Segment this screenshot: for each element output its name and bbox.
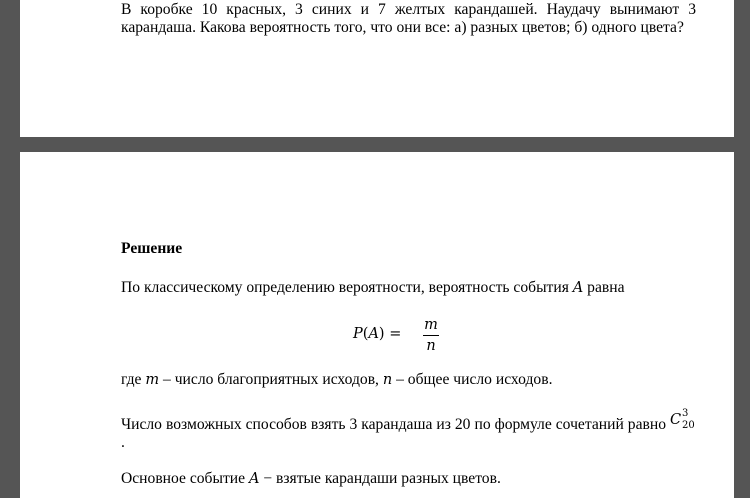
task-statement: В коробке 10 красных, 3 синих и 7 желтых карандашей. Наудачу вынимают 3 карандаша. Какова вероятность того, что они все: а) разных цветов; б) одного цвета? — [121, 1, 696, 36]
combination-n: 20 — [682, 420, 695, 431]
paragraph-combinations-end: . — [121, 434, 125, 451]
paragraph-variables — [121, 371, 696, 389]
formula-open-paren: ( — [362, 326, 369, 342]
paragraph-combinations-text: Число возможных способов взять 3 карандаша из 20 по формуле сочетаний равно — [121, 416, 670, 433]
fraction-numerator: m — [424, 317, 438, 333]
var-n: n — [382, 372, 393, 388]
paragraph-definition-end: равна — [583, 279, 625, 296]
page-2 — [20, 152, 734, 498]
var-m: m — [145, 372, 160, 388]
formula-var: A — [368, 326, 379, 342]
event-variable: A — [572, 280, 584, 296]
formula-lhs — [353, 326, 401, 343]
page-1 — [20, 0, 734, 137]
paragraph-definition-text: По классическому определению вероятности, вероятность события — [121, 279, 573, 296]
solution-heading: Решение — [121, 240, 183, 257]
paragraph-event-end: − взятые карандаши разных цветов. — [259, 470, 501, 487]
combination-symbol — [670, 408, 696, 431]
fraction-denominator: n — [426, 338, 436, 354]
combination-k: 3 — [682, 408, 689, 419]
event-variable-2: A — [248, 471, 260, 487]
paragraph-variables-start: где — [121, 371, 146, 388]
formula-close-paren: ) — [378, 326, 385, 342]
paragraph-definition — [121, 279, 696, 297]
paragraph-variables-mid: – число благоприятных исходов, — [159, 371, 383, 388]
paragraph-event-start: Основное событие — [121, 470, 249, 487]
probability-formula — [20, 316, 734, 356]
formula-equals: = — [384, 326, 402, 342]
formula-func: P — [353, 326, 363, 342]
paragraph-variables-end: – общее число исходов. — [392, 371, 553, 388]
combination-c: C — [670, 412, 682, 428]
paragraph-event — [121, 470, 696, 488]
fraction-bar — [423, 335, 439, 336]
paragraph-combinations — [121, 408, 696, 452]
formula-fraction — [423, 316, 439, 355]
